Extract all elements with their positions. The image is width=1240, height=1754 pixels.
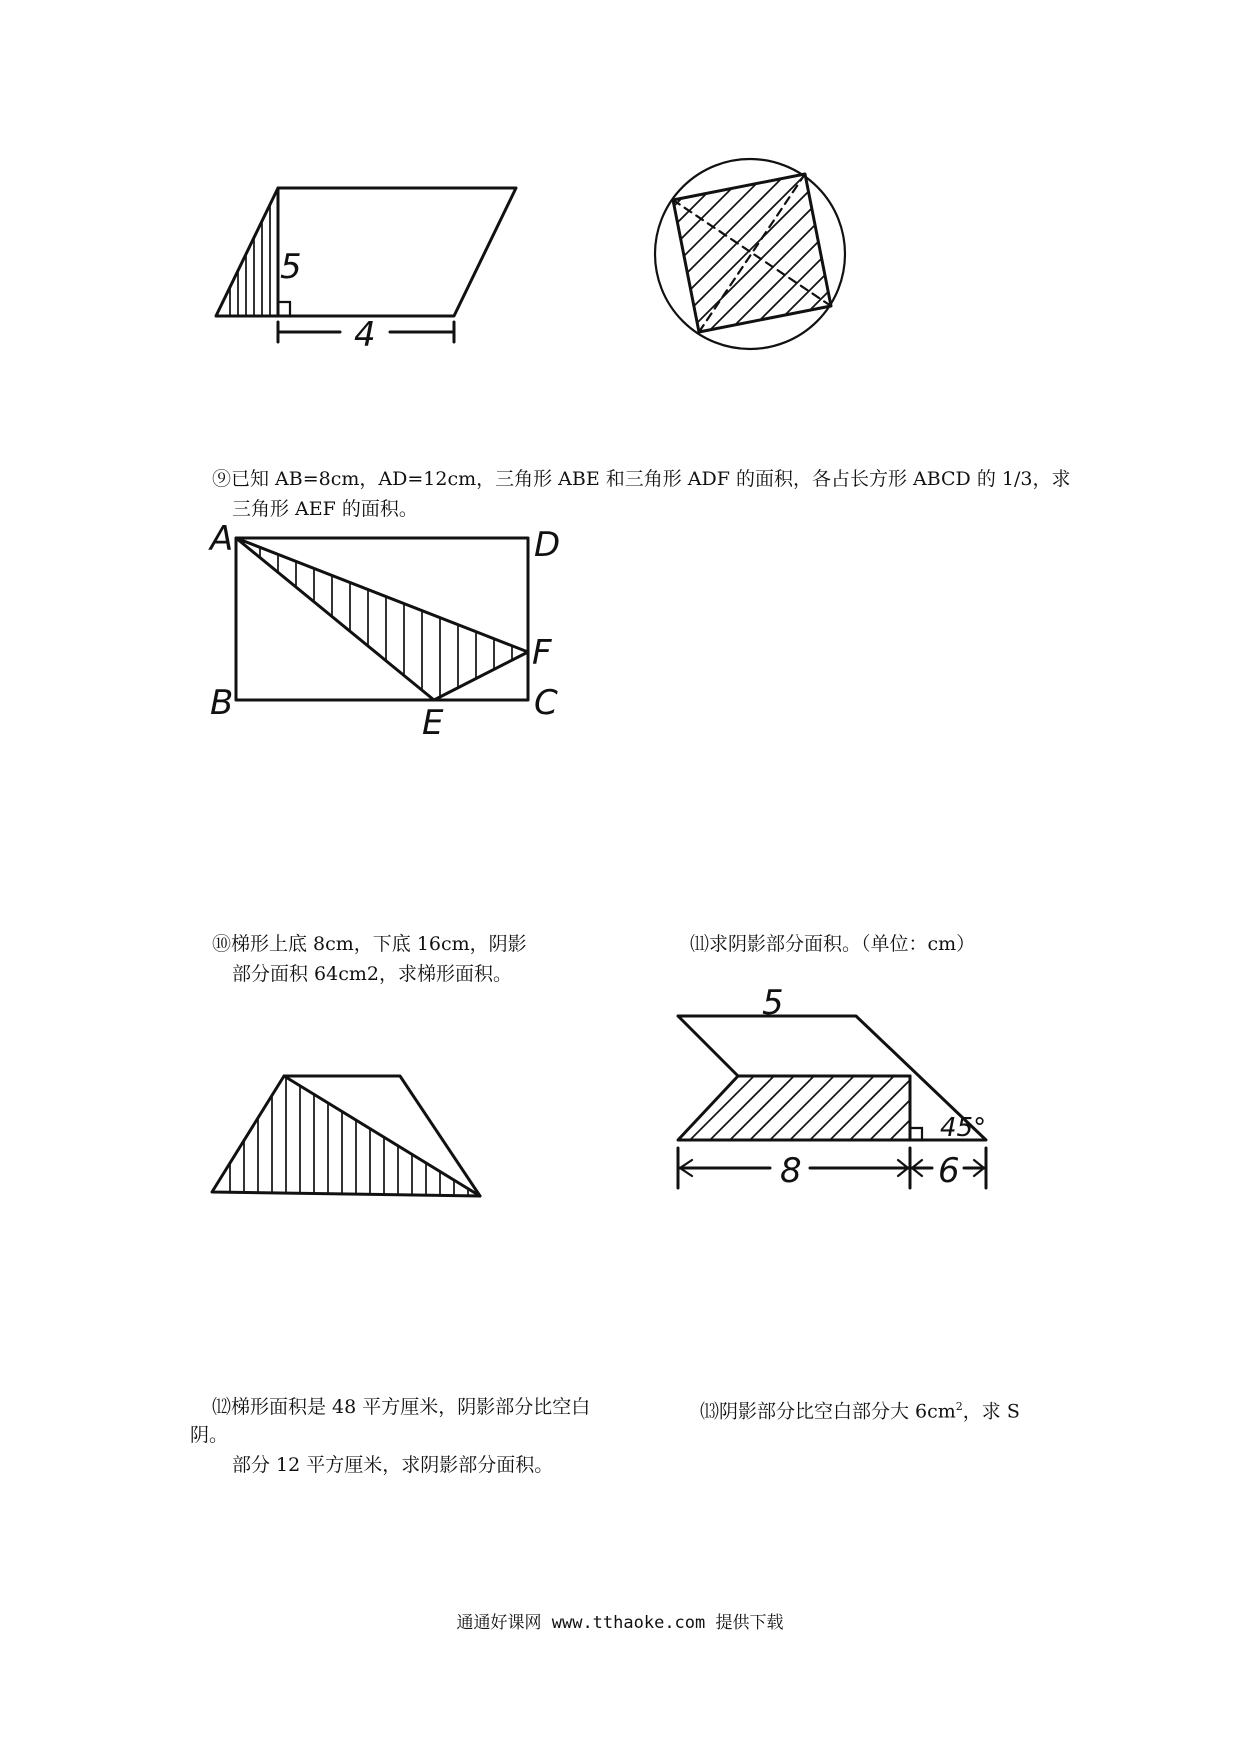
label-c: C (534, 683, 558, 723)
label-f: F (532, 633, 552, 673)
trapezoid-figure (200, 1060, 500, 1210)
problem-10-line2: 部分面积 64cm2，求梯形面积。 (232, 963, 512, 985)
height-label: 5 (280, 247, 302, 287)
top-length-label: 5 (762, 983, 784, 1023)
problem-9-line1: ⑨已知 AB=8cm，AD=12cm，三角形 ABE 和三角形 ADF 的面积，各占长方形 ABCD 的 1/3，求 (212, 468, 1071, 490)
problem-12-line1: ⑿梯形面积是 48 平方厘米，阴影部分比空白 (212, 1396, 591, 1418)
label-a: A (210, 519, 234, 559)
problem-13-superscript: 2 (955, 1400, 963, 1413)
problem-13-line1 (700, 1393, 1020, 1425)
problem-9-line2: 三角形 AEF 的面积。 (232, 498, 418, 520)
label-b: B (210, 683, 234, 723)
problem-11-line1: ⑾求阴影部分面积。（单位：cm） (690, 933, 976, 955)
label-d: D (534, 525, 561, 565)
dimension-right-label: 6 (938, 1151, 960, 1191)
rectangle-abcd-figure (200, 519, 580, 743)
problem-12-line2: 部分 12 平方厘米，求阴影部分面积。 (232, 1454, 554, 1476)
problem-12-line1b: 阴。 (190, 1424, 229, 1446)
parallelogram-figure (200, 170, 540, 360)
circle-square-figure (640, 160, 860, 360)
problem-13-text-b: ，求 S (962, 1400, 1020, 1423)
parallelogram-rectangle-figure (670, 983, 1010, 1200)
angle-label: 45° (940, 1113, 987, 1143)
problem-13-text-a: ⒀阴影部分比空白部分大 6cm (700, 1400, 956, 1423)
footer-text: 通通好课网 www.tthaoke.com 提供下载 (456, 1613, 784, 1633)
base-label: 4 (354, 315, 376, 355)
problem-10-line1: ⑩梯形上底 8cm，下底 16cm，阴影 (212, 933, 527, 955)
label-e: E (422, 703, 444, 743)
dimension-left-label: 8 (780, 1151, 802, 1191)
